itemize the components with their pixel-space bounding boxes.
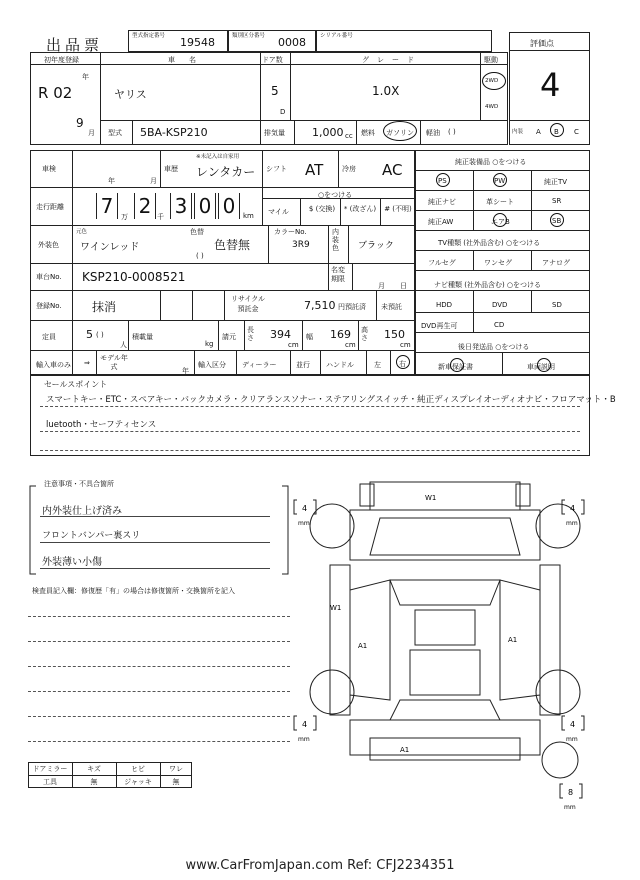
mileage-mile: マイル	[268, 208, 289, 216]
sales-points-box	[30, 375, 590, 456]
import-class-label: 輸入区分	[198, 361, 226, 369]
capacity-label: 定員	[42, 333, 56, 341]
tread-spare	[558, 782, 584, 812]
sales-points-line1: スマートキー・ETC・スペアキー・バックカメラ・クリアランスソナー・ステアリングスイッチ・純正ディスプレイオーディオナビ・フロアマット・B	[46, 395, 616, 405]
load-label: 積載量	[132, 333, 153, 341]
model-year-unit: 年	[182, 367, 189, 375]
tread-rl	[292, 714, 318, 744]
handle-left: 左	[374, 361, 381, 369]
legend-header: ヒビ	[131, 765, 145, 773]
recycle-value: 7,510	[304, 299, 336, 312]
registration-value: 抹消	[92, 300, 117, 314]
handle-right: 右	[399, 360, 406, 368]
int-color-label: 内装色	[332, 228, 339, 252]
notes-line1: 内外装仕上げ済み	[42, 506, 122, 517]
rating-label: 評価点	[530, 39, 554, 48]
mileage-digit: 2	[134, 193, 156, 219]
first-reg-year-unit: 年	[82, 73, 89, 81]
mileage-digit: 3	[170, 193, 192, 219]
doors-suffix: D	[280, 108, 286, 116]
equip-analog: アナログ	[542, 259, 570, 267]
notes-line2: フロントバンパー裏スリ	[42, 531, 141, 541]
interior-label: 内装	[512, 129, 524, 135]
equip-pw: PW	[494, 177, 506, 185]
shift-value: AT	[305, 161, 324, 179]
repaint-label: 色替	[190, 228, 204, 236]
svg-text:mm: mm	[566, 520, 578, 527]
equip-fullseg: フルセグ	[428, 259, 456, 267]
drive-4wd: 4WD	[485, 104, 499, 110]
rating-value: 4	[540, 66, 561, 104]
model-type-value: 5BA-KSP210	[140, 126, 208, 139]
aircon-value: AC	[382, 161, 403, 179]
name-change-day: 日	[400, 282, 407, 290]
notes-label: 注意事項・不具合箇所	[44, 480, 114, 488]
shift-label: シフト	[266, 165, 287, 173]
svg-text:mm: mm	[564, 804, 576, 811]
equip-leather: 革シート	[486, 198, 514, 206]
legend-value: ジャッキ	[124, 778, 152, 786]
capacity-unit: 人	[120, 341, 127, 349]
chassis-label: 車台No.	[36, 273, 62, 281]
equip-manual: 車両説明	[527, 363, 555, 371]
equip-sd: SD	[552, 301, 562, 309]
equip-dvd-player: DVD再生可	[421, 322, 458, 330]
capacity-value: 5	[86, 328, 93, 341]
aircon-label: 冷房	[342, 165, 356, 173]
equip-tv: 純正TV	[544, 178, 568, 186]
model-year-label: モデル年式	[100, 354, 128, 371]
mileage-unknown: # (不明)	[384, 205, 412, 213]
handle-label: ハンドル	[326, 361, 354, 369]
model-type-label: 型式	[108, 129, 122, 137]
grade-value: 1.0X	[372, 84, 400, 98]
sales-points-line2: luetooth・セーフティセンス	[46, 420, 157, 430]
fuel-other: ( )	[448, 128, 456, 136]
width-unit: cm	[345, 341, 356, 349]
equip-sr: SR	[552, 197, 562, 205]
fuel-gasoline: ガソリン	[386, 129, 414, 137]
recycle-not-deposited: 未預託	[381, 303, 402, 311]
length-unit: cm	[288, 341, 299, 349]
equip-dvd: DVD	[492, 301, 508, 309]
history-value: レンタカー	[196, 165, 256, 179]
color-no-value: 3R9	[292, 240, 310, 250]
mileage-exchange: $ (交換)	[308, 205, 336, 213]
first-reg-month-unit: 月	[88, 129, 95, 137]
mileage-man: 万	[121, 213, 128, 221]
equip-cd: CD	[494, 321, 505, 329]
diag-w1-side: W1	[330, 604, 342, 612]
diag-a1-bottom: A1	[400, 746, 410, 754]
shaken-month-unit: 月	[150, 177, 157, 185]
mileage-circle-note: ○をつける	[318, 191, 353, 199]
int-color-value: ブラック	[358, 241, 394, 251]
history-note: ※未記入は自家用	[196, 154, 240, 160]
shaken-year-unit: 年	[108, 177, 115, 185]
equip-oneseg: ワンセグ	[484, 259, 512, 267]
mileage-km: km	[243, 212, 254, 220]
document-title: 出品票	[46, 36, 104, 54]
capacity-paren: ( )	[96, 331, 104, 339]
diag-w1-top: W1	[425, 494, 437, 502]
equip-tv-type-label: TV種類 (社外品含む) ○をつける	[438, 239, 541, 247]
registration-label: 登録No.	[36, 302, 62, 310]
history-label: 車歴	[164, 165, 178, 173]
svg-text:mm: mm	[566, 736, 578, 743]
equip-airbag: エアB	[491, 218, 510, 226]
interior-c: C	[574, 128, 579, 136]
mileage-digit: 7	[96, 193, 118, 219]
legend-header: ドアミラー	[32, 765, 68, 773]
svg-text:4: 4	[302, 720, 308, 729]
equip-sb: SB	[552, 217, 562, 225]
equip-navi: 純正ナビ	[428, 198, 456, 206]
interior-a: A	[536, 128, 541, 136]
legend-value: 工具	[43, 778, 57, 786]
color-no-label: カラーNo.	[274, 228, 307, 236]
displacement-label: 排気量	[264, 129, 285, 137]
svg-text:8: 8	[568, 788, 574, 797]
mileage-sen: 千	[157, 213, 164, 221]
equip-ps: PS	[438, 177, 447, 185]
tread-fr	[560, 498, 586, 528]
equip-navi-type-label: ナビ種類 (社外品含む) ○をつける	[434, 281, 542, 289]
svg-text:4: 4	[570, 720, 576, 729]
class-no-label: 類別区分番号	[232, 33, 266, 39]
mileage-digit: 0	[218, 193, 240, 219]
import-arrow: ⇒	[84, 359, 90, 367]
drive-label: 駆動	[484, 56, 498, 64]
doors-value: 5	[271, 84, 279, 98]
width-value: 169	[330, 328, 351, 341]
tread-rr	[560, 714, 586, 744]
shaken-label: 車検	[42, 165, 56, 173]
equip-warranty: 新車保証書	[438, 363, 473, 371]
notes-line3: 外装薄い小傷	[42, 557, 102, 568]
tread-fl	[292, 498, 318, 528]
repaint-paren: ( )	[196, 252, 204, 260]
length-label: 長さ	[247, 326, 254, 342]
doors-label: ドア数	[262, 56, 283, 64]
equip-standard-label: 純正装備品 ○をつける	[455, 158, 527, 166]
legend-header: キズ	[87, 765, 101, 773]
original-color-value: ワインレッド	[80, 242, 140, 253]
mileage-digit: 0	[194, 193, 216, 219]
car-diagram	[290, 470, 600, 820]
model-no-value: 19548	[180, 36, 215, 49]
drive-2wd: 2WD	[485, 78, 499, 84]
diag-a1-right: A1	[508, 636, 518, 644]
fuel-label: 燃料	[361, 129, 375, 137]
original-color-label: 元色	[76, 229, 88, 235]
import-label: 輸入車のみ	[36, 361, 71, 369]
first-reg-era: R 02	[38, 84, 73, 102]
class-no-value: 0008	[278, 36, 306, 49]
name-change-month: 月	[378, 282, 385, 290]
recycle-deposited: 円預託済	[338, 303, 366, 311]
recycle-label: リサイクル預託金	[230, 295, 266, 313]
diag-a1-left: A1	[358, 642, 368, 650]
first-reg-label: 初年度登録	[44, 56, 79, 64]
repaint-value: 色替無	[214, 238, 251, 252]
ext-color-label: 外装色	[38, 241, 59, 249]
svg-text:4: 4	[302, 504, 308, 513]
mileage-tampered: * (改ざん)	[343, 205, 377, 213]
height-label: 高さ	[361, 326, 368, 342]
legend-header: ワレ	[169, 765, 183, 773]
svg-text:mm: mm	[298, 520, 310, 527]
displacement-unit: cc	[345, 132, 353, 140]
interior-b: B	[554, 128, 559, 136]
legend-value: 無	[172, 778, 180, 786]
displacement-value: 1,000	[312, 126, 344, 139]
svg-text:mm: mm	[298, 736, 310, 743]
length-value: 394	[270, 328, 291, 341]
equip-hdd: HDD	[436, 301, 453, 309]
serial-label: シリアル番号	[320, 33, 353, 39]
import-parallel: 並行	[296, 361, 310, 369]
grade-label: グレード	[362, 56, 422, 64]
equip-aw: 純正AW	[428, 218, 454, 226]
equip-later-label: 後日発送品 ○をつける	[458, 343, 530, 351]
height-unit: cm	[400, 341, 411, 349]
width-label: 幅	[306, 333, 313, 341]
model-no-label: 型式指定番号	[132, 33, 166, 39]
import-dealer: ディーラー	[242, 361, 277, 369]
sales-points-label: セールスポイント	[44, 380, 108, 389]
request-label: 請元	[222, 333, 236, 341]
name-change-label: 名変期限	[331, 266, 345, 283]
inspector-label: 検査員記入欄：修復歴「有」の場合は修復箇所・交換箇所を記入	[32, 587, 235, 595]
footer-watermark: www.CarFromJapan.com Ref: CFJ2234351	[185, 858, 455, 873]
legend-value: 無	[90, 778, 98, 786]
first-reg-month: 9	[76, 116, 84, 130]
mileage-label: 走行距離	[36, 203, 64, 211]
svg-text:4: 4	[570, 504, 576, 513]
car-name-value: ヤリス	[114, 88, 147, 101]
chassis-value: KSP210-0008521	[82, 270, 186, 284]
car-name-label: 車名	[168, 56, 210, 64]
fuel-diesel: 軽油	[426, 129, 440, 137]
load-unit: kg	[205, 340, 214, 348]
height-value: 150	[384, 328, 405, 341]
